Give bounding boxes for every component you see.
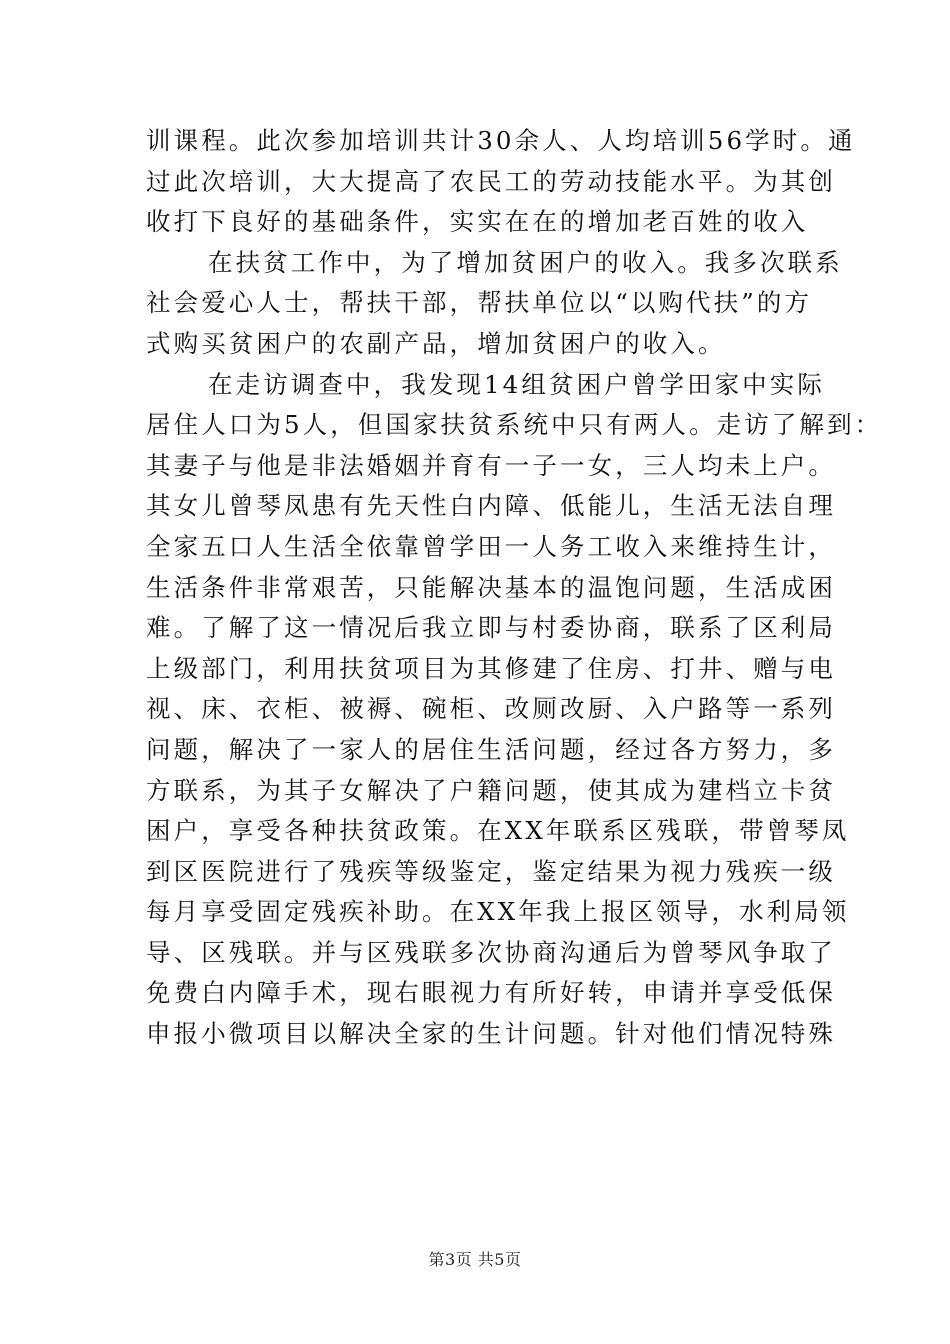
text-line: 式购买贫困户的农副产品，增加贫困户的收入。 [146, 328, 726, 358]
text-line: 其妻子与他是非法婚姻并育有一子一女，三人均未上户。 [146, 450, 836, 480]
text-line: 在走访调查中，我发现14组贫困户曾学田家中实际 [208, 369, 825, 399]
text-line: 生活条件非常艰苦，只能解决基本的温饱问题，生活成困 [146, 572, 836, 602]
text-line: 全家五口人生活全依靠曾学田一人务工收入来维持生计， [146, 531, 836, 561]
text-line: 免费白内障手术，现右眼视力有所好转，申请并享受低保 [146, 978, 836, 1008]
text-line: 社会爱心人士，帮扶干部，帮扶单位以“以购代扶”的方 [146, 288, 813, 318]
text-line: 上级部门，利用扶贫项目为其修建了住房、打井、赠与电 [146, 653, 836, 683]
text-line: 过此次培训，大大提高了农民工的劳动技能水平。为其创 [146, 166, 836, 196]
text-line: 问题，解决了一家人的居住生活问题，经过各方努力，多 [146, 734, 836, 764]
text-line: 导、区残联。并与区残联多次协商沟通后为曾琴风争取了 [146, 937, 836, 967]
text-line: 其女儿曾琴凤患有先天性白内障、低能儿，生活无法自理 [146, 491, 836, 521]
text-line: 训课程。此次参加培训共计30余人、人均培训56学时。通 [146, 126, 856, 155]
text-line: 到区医院进行了残疾等级鉴定，鉴定结果为视力残疾一级 [146, 856, 836, 886]
text-line: 方联系，为其子女解决了户籍问题，使其成为建档立卡贫 [146, 775, 836, 805]
text-line: 视、床、衣柜、被褥、碗柜、改厕改厨、入户路等一系列 [146, 694, 836, 724]
text-line: 难。了解了这一情况后我立即与村委协商，联系了区利局 [146, 613, 836, 643]
text-line: 收打下良好的基础条件，实实在在的增加老百姓的收入 [146, 207, 809, 237]
text-line: 在扶贫工作中，为了增加贫困户的收入。我多次联系 [208, 247, 843, 277]
text-line: 困户，享受各种扶贫政策。在XX年联系区残联，带曾琴凤 [146, 816, 850, 846]
text-line: 居住人口为5人，但国家扶贫系统中只有两人。走访了解到： [146, 410, 883, 440]
body-text [146, 121, 883, 1055]
page-number-footer: 第3页 共5页 [428, 1250, 522, 1269]
text-line: 每月享受固定残疾补助。在XX年我上报区领导，水利局领 [146, 897, 850, 927]
text-line: 申报小微项目以解决全家的生计问题。针对他们情况特殊 [146, 1019, 836, 1049]
